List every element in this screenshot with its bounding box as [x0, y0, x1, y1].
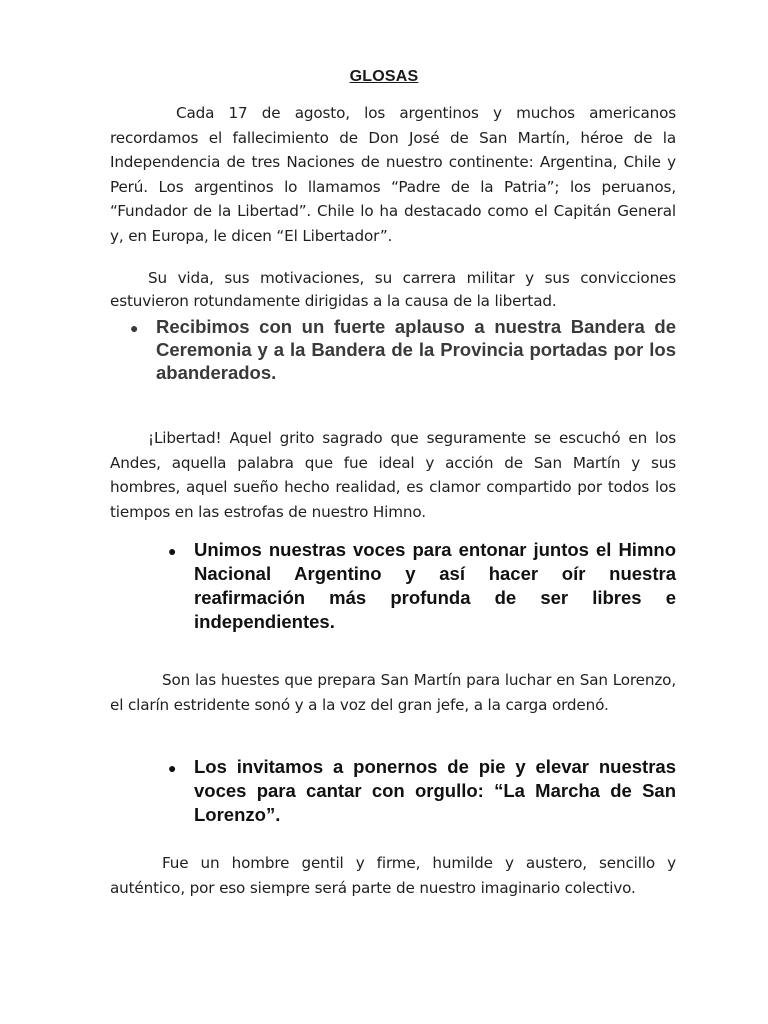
bullet-icon: ● — [168, 760, 177, 776]
document-title: GLOSAS — [349, 68, 419, 85]
bullet-icon: ● — [130, 320, 139, 336]
paragraph-libertad: ¡Libertad! Aquel grito sagrado que seguramente se escuchó en los Andes, aquella palabra que fue ideal y acción de San Martín y sus hombres, aquel sueño hecho realidad, es clamor compartido por todos los tiempos en las estrofas de nuestro Himno. — [110, 429, 676, 521]
bullet-item-anthem — [168, 538, 676, 634]
paragraph-life: Su vida, sus motivaciones, su carrera militar y sus convicciones estuvieron rotundamente dirigidas a la causa de la libertad. — [110, 269, 676, 310]
bullet-icon: ● — [168, 543, 177, 559]
bullet-item-flags — [130, 315, 676, 384]
bullet-item-march — [168, 755, 676, 827]
bullet-text-march: Los invitamos a ponernos de pie y elevar nuestras voces para cantar con orgullo: “La Marcha de San Lorenzo”. — [194, 756, 676, 825]
paragraph-intro: Cada 17 de agosto, los argentinos y muchos americanos recordamos el fallecimiento de Don José de San Martín, héroe de la Independencia de tres Naciones de nuestro continente: Argentina, Chile y Perú. Los argentinos lo llamamos “Padre de la Patria”; los peruanos, “Fundador de la Libertad”. Chile lo ha destacado como el Capitán General y, en Europa, le dicen “El Libertador”. — [110, 104, 676, 245]
bullet-text-anthem: Unimos nuestras voces para entonar juntos el Himno Nacional Argentino y así hacer oír nuestra reafirmación más profunda de ser libres e independientes. — [194, 539, 676, 632]
paragraph-san-lorenzo: Son las huestes que prepara San Martín para luchar en San Lorenzo, el clarín estridente sonó y a la voz del gran jefe, a la carga ordenó. — [110, 671, 676, 714]
paragraph-closing: Fue un hombre gentil y firme, humilde y austero, sencillo y auténtico, por eso siempre será parte de nuestro imaginario colectivo. — [110, 854, 676, 897]
bullet-text-flags: Recibimos con un fuerte aplauso a nuestra Bandera de Ceremonia y a la Bandera de la Provincia portadas por los abanderados. — [156, 316, 676, 383]
